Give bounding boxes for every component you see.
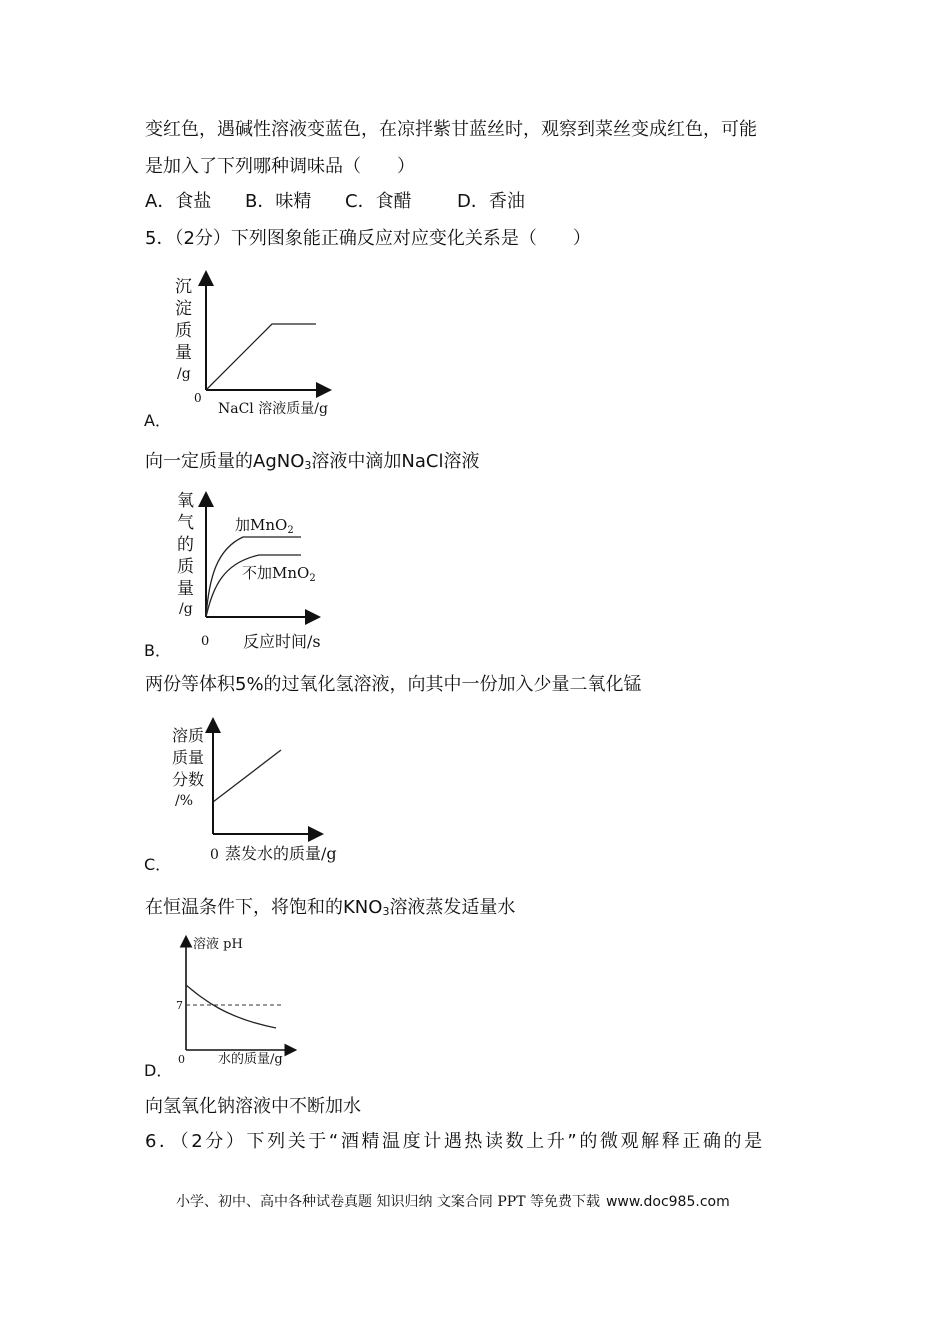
graph-c bbox=[170, 716, 370, 871]
footer-text: 小学、初中、高中各种试卷真题 知识归纳 文案合同 PPT 等免费下载 bbox=[176, 1194, 600, 1210]
option-b-label: B． bbox=[144, 641, 171, 660]
graph-a bbox=[160, 268, 360, 423]
graph-b-ylabel-1: 氧 bbox=[177, 491, 194, 511]
graph-d-origin: 0 bbox=[178, 1053, 185, 1066]
q4-option-d: D．香油 bbox=[457, 191, 525, 212]
graph-b-origin: 0 bbox=[201, 634, 210, 649]
graph-d-xlabel: 水的质量/g bbox=[218, 1052, 283, 1067]
q6-stem: 6．（2分）下列关于“酒精温度计遇热读数上升”的微观解释正确的是 bbox=[145, 1131, 765, 1152]
graph-d-ylabel: 溶液 pH bbox=[193, 937, 243, 952]
q4-option-a: A．食盐 bbox=[145, 191, 212, 212]
graph-b-ylabel-6: /g bbox=[179, 601, 193, 617]
option-c-caption: 在恒温条件下，将饱和的$KNO_3$溶液蒸发适量水 bbox=[145, 897, 516, 918]
graph-c-ylabel-3: 分数 bbox=[172, 770, 205, 789]
option-a-caption: 向一定质量的AgNO$_3$溶液中滴加NaCl溶液 bbox=[145, 451, 480, 472]
graph-b-ylabel-5: 量 bbox=[177, 579, 194, 599]
graph-b-curve-label-2: 不加MnO$_2$ bbox=[242, 564, 316, 584]
graph-b-xlabel: 反应时间/s bbox=[243, 632, 321, 651]
graph-a-xlabel: NaCl 溶液质量/g bbox=[218, 401, 328, 417]
graph-d bbox=[168, 932, 308, 1067]
q4-option-c: C．食醋 bbox=[345, 191, 412, 212]
graph-a-ylabel-1: 沉 bbox=[175, 277, 192, 297]
graph-b-ylabel-4: 质 bbox=[177, 557, 194, 577]
graph-a-ylabel-4: 量 bbox=[175, 343, 192, 363]
option-b-caption: 两份等体积5%的过氧化氢溶液，向其中一份加入少量二氧化锰 bbox=[145, 674, 642, 695]
option-c-label: C． bbox=[144, 855, 172, 874]
graph-a-origin: 0 bbox=[194, 391, 202, 405]
graph-d-tick-7: 7 bbox=[176, 999, 183, 1012]
footer-url: www.doc985.com bbox=[605, 1194, 730, 1210]
graph-a-ylabel-5: /g bbox=[177, 366, 191, 382]
graph-b-ylabel-2: 气 bbox=[177, 513, 194, 533]
graph-c-curve bbox=[213, 750, 281, 802]
graph-b-curve-label-1: 加MnO$_2$ bbox=[235, 516, 294, 536]
q4-options bbox=[145, 190, 525, 214]
graph-c-ylabel-2: 质量 bbox=[172, 748, 205, 767]
graph-b bbox=[165, 487, 365, 655]
graph-b-ylabel-3: 的 bbox=[177, 535, 194, 555]
graph-a-ylabel-2: 淀 bbox=[175, 299, 192, 319]
option-d-caption: 向氢氧化钠溶液中不断加水 bbox=[145, 1096, 361, 1117]
q4-line-1: 变红色，遇碱性溶液变蓝色，在凉拌紫甘蓝丝时，观察到菜丝变成红色，可能 bbox=[145, 119, 757, 140]
page-footer bbox=[176, 1191, 730, 1211]
graph-a-ylabel-3: 质 bbox=[175, 321, 192, 341]
q5-stem: 5．（2分）下列图象能正确反应对应变化关系是（ ） bbox=[145, 228, 591, 249]
graph-a-curve bbox=[206, 324, 316, 390]
graph-d-curve bbox=[186, 985, 276, 1028]
option-a-label: A． bbox=[144, 411, 171, 430]
option-d-label: D． bbox=[144, 1061, 173, 1080]
graph-c-xlabel: 蒸发水的质量/g bbox=[225, 844, 337, 863]
graph-c-ylabel-4: /% bbox=[175, 793, 194, 809]
q4-option-b: B．味精 bbox=[245, 191, 312, 212]
graph-c-ylabel-1: 溶质 bbox=[172, 726, 205, 745]
graph-c-origin: 0 bbox=[210, 847, 219, 863]
q4-line-2: 是加入了下列哪种调味品（ ） bbox=[145, 156, 415, 177]
